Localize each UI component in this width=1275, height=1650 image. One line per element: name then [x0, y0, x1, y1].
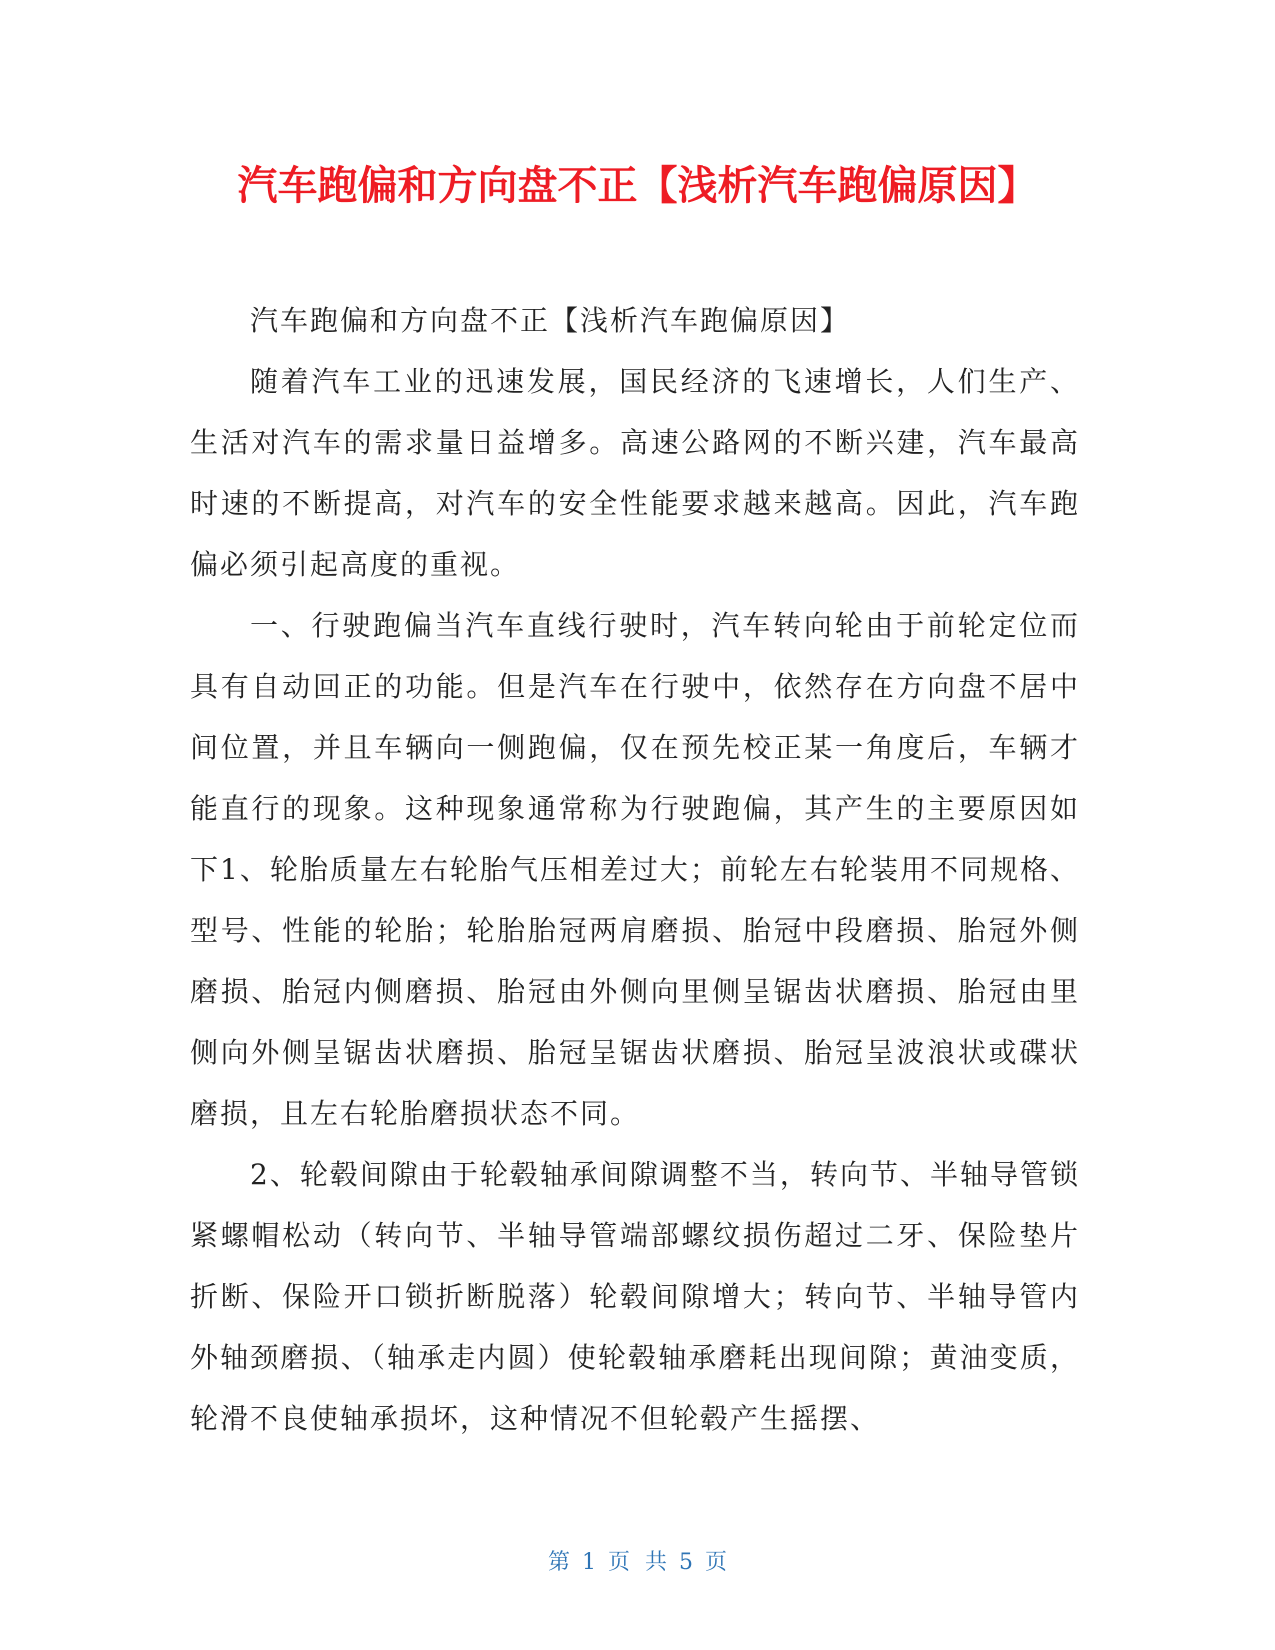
document-body — [190, 290, 1080, 1449]
document-title: 汽车跑偏和方向盘不正【浅析汽车跑偏原因】 — [237, 163, 1038, 209]
footer-mid: 页 共 — [608, 1550, 667, 1575]
paragraph-section-two: 2、轮毂间隙由于轮毂轴承间隙调整不当，转向节、半轴导管锁紧螺帽松动（转向节、半轴导管端部螺纹损伤超过二牙、保险垫片折断、保险开口锁折断脱落）轮毂间隙增大；转向节、半轴导管内外轴颈磨损、（轴承走内圆）使轮毂轴承磨耗出现间隙；黄油变质，轮滑不良使轴承损坏，这种情况不但轮毂产生摇摆、 — [190, 1158, 1080, 1435]
paragraph-section-one: 一、行驶跑偏当汽车直线行驶时，汽车转向轮由于前轮定位而具有自动回正的功能。但是汽车在行驶中，依然存在方向盘不居中间位置，并且车辆向一侧跑偏，仅在预先校正某一角度后，车辆才能直行的现象。这种现象通常称为行驶跑偏，其产生的主要原因如下1、轮胎质量左右轮胎气压相差过大；前轮左右轮装用不同规格、型号、性能的轮胎；轮胎胎冠两肩磨损、胎冠中段磨损、胎冠外侧磨损、胎冠内侧磨损、胎冠由外侧向里侧呈锯齿状磨损、胎冠由里侧向外侧呈锯齿状磨损、胎冠呈锯齿状磨损、胎冠呈波浪状或碟状磨损，且左右轮胎磨损状态不同。 — [190, 609, 1080, 1130]
footer-suffix: 页 — [705, 1550, 728, 1575]
footer-prefix: 第 — [547, 1550, 570, 1575]
paragraph-intro: 随着汽车工业的迅速发展，国民经济的飞速增长，人们生产、生活对汽车的需求量日益增多。高速公路网的不断兴建，汽车最高时速的不断提高，对汽车的安全性能要求越来越高。因此，汽车跑偏必须引起高度的重视。 — [190, 365, 1080, 581]
footer-total-pages: 5 — [679, 1550, 693, 1575]
paragraph-subtitle: 汽车跑偏和方向盘不正【浅析汽车跑偏原因】 — [250, 304, 851, 337]
footer-page-number: 1 — [582, 1550, 596, 1575]
page-footer — [0, 1548, 1275, 1578]
